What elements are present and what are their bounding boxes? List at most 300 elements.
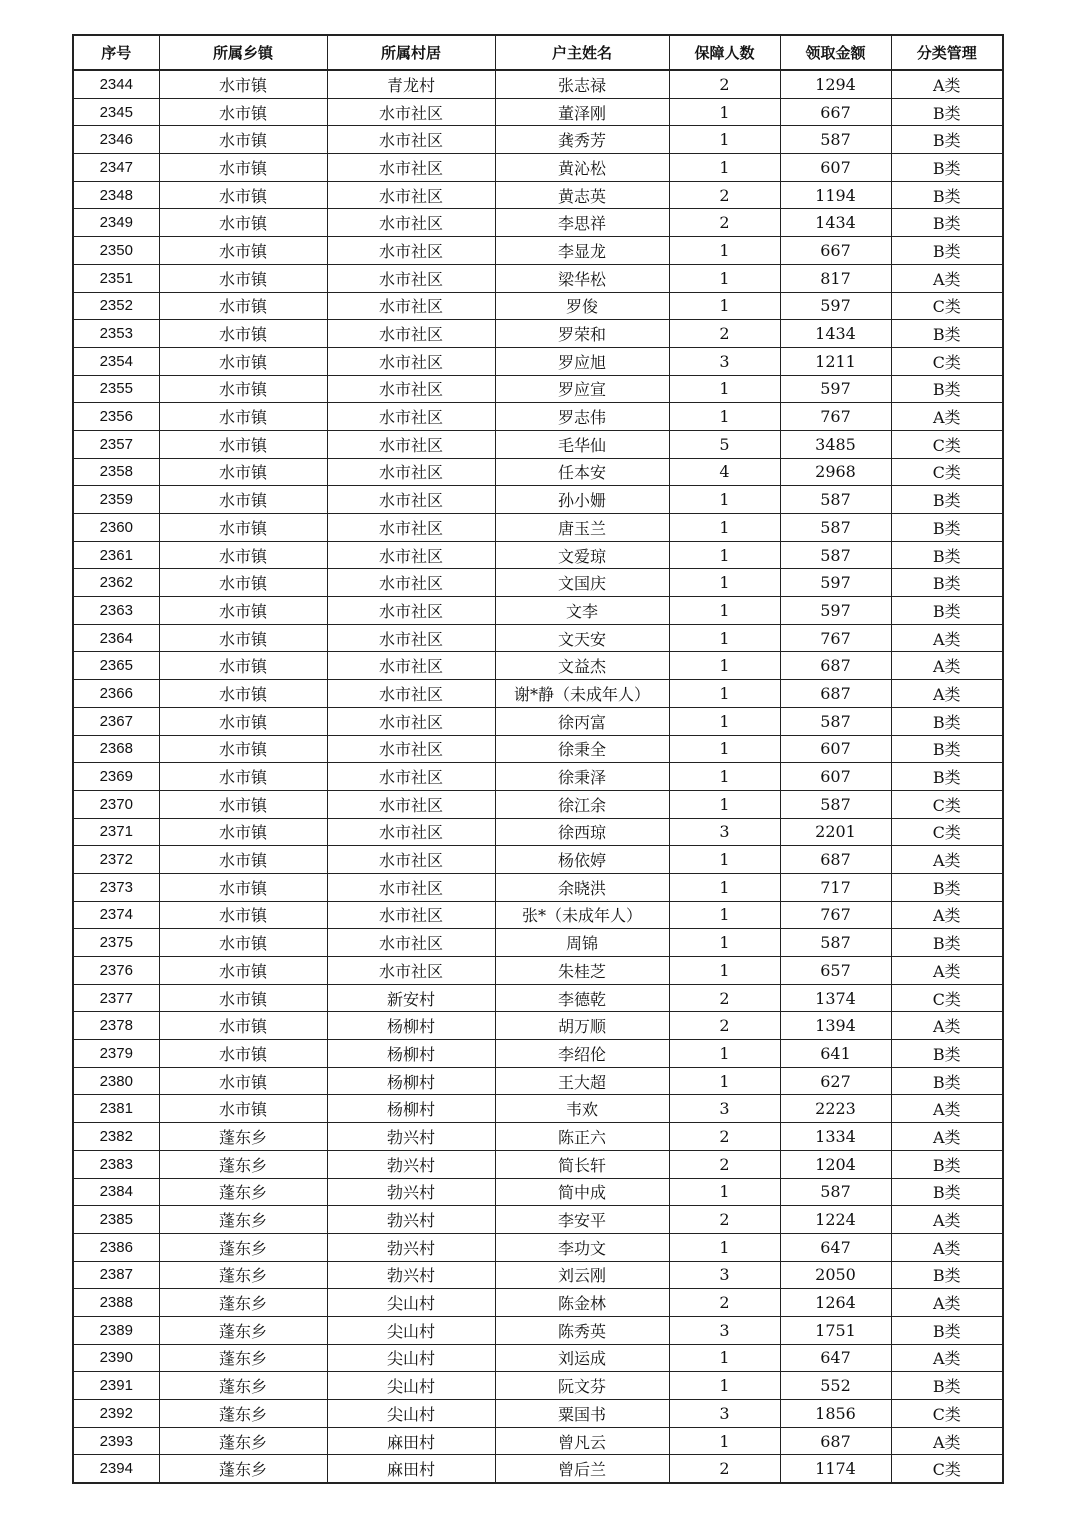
table-row [73, 1261, 1003, 1289]
cell-category: B类 [891, 237, 1003, 265]
cell-category: B类 [891, 1316, 1003, 1344]
cell-persons: 1 [669, 292, 780, 320]
cell-seq: 2387 [73, 1261, 159, 1289]
cell-category: A类 [891, 901, 1003, 929]
table-row [73, 846, 1003, 874]
table-row [73, 569, 1003, 597]
cell-category: C类 [891, 347, 1003, 375]
cell-township: 蓬东乡 [159, 1261, 327, 1289]
cell-amount: 2968 [780, 458, 891, 486]
table-row [73, 1178, 1003, 1206]
cell-seq: 2380 [73, 1067, 159, 1095]
cell-persons: 1 [669, 1372, 780, 1400]
table-row [73, 126, 1003, 154]
cell-township: 水市镇 [159, 957, 327, 985]
table-row [73, 375, 1003, 403]
table-row [73, 1012, 1003, 1040]
cell-amount: 1334 [780, 1123, 891, 1151]
cell-amount: 607 [780, 763, 891, 791]
table-row [73, 98, 1003, 126]
cell-householder: 黄志英 [495, 181, 669, 209]
cell-village: 水市社区 [327, 818, 495, 846]
cell-householder: 阮文芬 [495, 1372, 669, 1400]
cell-persons: 2 [669, 320, 780, 348]
cell-seq: 2391 [73, 1372, 159, 1400]
cell-village: 水市社区 [327, 901, 495, 929]
cell-category: A类 [891, 1344, 1003, 1372]
cell-village: 勃兴村 [327, 1261, 495, 1289]
cell-amount: 587 [780, 486, 891, 514]
cell-amount: 2201 [780, 818, 891, 846]
cell-amount: 1174 [780, 1455, 891, 1483]
cell-householder: 杨依婷 [495, 846, 669, 874]
cell-amount: 1211 [780, 347, 891, 375]
cell-amount: 767 [780, 624, 891, 652]
cell-township: 蓬东乡 [159, 1233, 327, 1261]
table-row [73, 873, 1003, 901]
cell-amount: 657 [780, 957, 891, 985]
cell-village: 水市社区 [327, 735, 495, 763]
cell-householder: 罗应宣 [495, 375, 669, 403]
cell-category: C类 [891, 818, 1003, 846]
cell-amount: 1856 [780, 1400, 891, 1428]
cell-seq: 2344 [73, 70, 159, 98]
cell-village: 青龙村 [327, 70, 495, 98]
cell-township: 蓬东乡 [159, 1455, 327, 1483]
cell-township: 水市镇 [159, 873, 327, 901]
cell-category: B类 [891, 541, 1003, 569]
cell-village: 尖山村 [327, 1289, 495, 1317]
table-row [73, 652, 1003, 680]
cell-amount: 2050 [780, 1261, 891, 1289]
cell-category: A类 [891, 957, 1003, 985]
cell-seq: 2370 [73, 790, 159, 818]
cell-seq: 2350 [73, 237, 159, 265]
table-row [73, 70, 1003, 98]
cell-householder: 张*（未成年人） [495, 901, 669, 929]
header-row [73, 35, 1003, 70]
cell-persons: 2 [669, 984, 780, 1012]
cell-category: B类 [891, 209, 1003, 237]
cell-category: B类 [891, 181, 1003, 209]
cell-householder: 徐丙富 [495, 707, 669, 735]
cell-township: 水市镇 [159, 209, 327, 237]
table-row [73, 1150, 1003, 1178]
cell-amount: 687 [780, 1427, 891, 1455]
cell-category: B类 [891, 1178, 1003, 1206]
cell-householder: 徐江余 [495, 790, 669, 818]
cell-category: B类 [891, 735, 1003, 763]
cell-township: 水市镇 [159, 1067, 327, 1095]
cell-village: 水市社区 [327, 569, 495, 597]
table-row [73, 541, 1003, 569]
cell-householder: 李安平 [495, 1206, 669, 1234]
cell-householder: 唐玉兰 [495, 514, 669, 542]
cell-category: A类 [891, 624, 1003, 652]
cell-seq: 2388 [73, 1289, 159, 1317]
cell-village: 麻田村 [327, 1455, 495, 1483]
cell-village: 杨柳村 [327, 1095, 495, 1123]
table-row [73, 1206, 1003, 1234]
cell-persons: 3 [669, 1095, 780, 1123]
cell-seq: 2373 [73, 873, 159, 901]
cell-village: 水市社区 [327, 126, 495, 154]
cell-township: 水市镇 [159, 597, 327, 625]
cell-village: 水市社区 [327, 624, 495, 652]
cell-householder: 文天安 [495, 624, 669, 652]
cell-amount: 552 [780, 1372, 891, 1400]
cell-category: B类 [891, 1040, 1003, 1068]
cell-village: 尖山村 [327, 1400, 495, 1428]
cell-category: A类 [891, 70, 1003, 98]
cell-township: 水市镇 [159, 403, 327, 431]
cell-category: B类 [891, 929, 1003, 957]
cell-amount: 641 [780, 1040, 891, 1068]
table-row [73, 1067, 1003, 1095]
cell-persons: 1 [669, 98, 780, 126]
cell-persons: 1 [669, 790, 780, 818]
cell-amount: 1294 [780, 70, 891, 98]
cell-householder: 陈金林 [495, 1289, 669, 1317]
cell-township: 蓬东乡 [159, 1316, 327, 1344]
cell-amount: 607 [780, 735, 891, 763]
cell-householder: 李功文 [495, 1233, 669, 1261]
column-header-amount: 领取金额 [780, 35, 891, 70]
cell-amount: 587 [780, 1178, 891, 1206]
cell-persons: 1 [669, 624, 780, 652]
cell-seq: 2359 [73, 486, 159, 514]
cell-persons: 2 [669, 181, 780, 209]
cell-persons: 1 [669, 264, 780, 292]
cell-village: 水市社区 [327, 347, 495, 375]
cell-householder: 任本安 [495, 458, 669, 486]
table-row [73, 1123, 1003, 1151]
cell-category: A类 [891, 403, 1003, 431]
cell-persons: 1 [669, 901, 780, 929]
cell-seq: 2369 [73, 763, 159, 791]
cell-amount: 687 [780, 680, 891, 708]
cell-householder: 文李 [495, 597, 669, 625]
cell-village: 水市社区 [327, 486, 495, 514]
cell-amount: 587 [780, 126, 891, 154]
cell-township: 水市镇 [159, 514, 327, 542]
cell-township: 水市镇 [159, 154, 327, 182]
cell-village: 勃兴村 [327, 1233, 495, 1261]
cell-township: 水市镇 [159, 375, 327, 403]
cell-seq: 2368 [73, 735, 159, 763]
cell-seq: 2385 [73, 1206, 159, 1234]
cell-persons: 1 [669, 1040, 780, 1068]
table-row [73, 597, 1003, 625]
cell-township: 水市镇 [159, 181, 327, 209]
cell-seq: 2345 [73, 98, 159, 126]
cell-seq: 2375 [73, 929, 159, 957]
cell-seq: 2389 [73, 1316, 159, 1344]
table-row [73, 181, 1003, 209]
cell-persons: 1 [669, 873, 780, 901]
cell-township: 蓬东乡 [159, 1150, 327, 1178]
cell-village: 麻田村 [327, 1427, 495, 1455]
cell-persons: 1 [669, 735, 780, 763]
cell-township: 水市镇 [159, 929, 327, 957]
cell-category: B类 [891, 154, 1003, 182]
cell-village: 勃兴村 [327, 1123, 495, 1151]
cell-seq: 2360 [73, 514, 159, 542]
cell-category: C类 [891, 430, 1003, 458]
cell-persons: 2 [669, 1289, 780, 1317]
cell-village: 杨柳村 [327, 1067, 495, 1095]
cell-amount: 627 [780, 1067, 891, 1095]
cell-seq: 2366 [73, 680, 159, 708]
cell-village: 水市社区 [327, 292, 495, 320]
cell-amount: 587 [780, 541, 891, 569]
cell-township: 水市镇 [159, 347, 327, 375]
cell-persons: 1 [669, 652, 780, 680]
cell-persons: 1 [669, 154, 780, 182]
cell-householder: 陈秀英 [495, 1316, 669, 1344]
cell-amount: 597 [780, 597, 891, 625]
cell-category: C类 [891, 292, 1003, 320]
cell-township: 水市镇 [159, 901, 327, 929]
cell-amount: 597 [780, 569, 891, 597]
cell-seq: 2378 [73, 1012, 159, 1040]
cell-persons: 1 [669, 126, 780, 154]
cell-township: 水市镇 [159, 624, 327, 652]
cell-village: 尖山村 [327, 1372, 495, 1400]
column-header-householder: 户主姓名 [495, 35, 669, 70]
table-row [73, 430, 1003, 458]
cell-amount: 717 [780, 873, 891, 901]
cell-amount: 1224 [780, 1206, 891, 1234]
cell-category: A类 [891, 680, 1003, 708]
cell-category: A类 [891, 264, 1003, 292]
cell-householder: 周锦 [495, 929, 669, 957]
cell-amount: 1204 [780, 1150, 891, 1178]
cell-householder: 孙小姗 [495, 486, 669, 514]
cell-persons: 3 [669, 347, 780, 375]
cell-township: 水市镇 [159, 1040, 327, 1068]
cell-village: 水市社区 [327, 929, 495, 957]
cell-category: C类 [891, 458, 1003, 486]
cell-amount: 1751 [780, 1316, 891, 1344]
cell-category: B类 [891, 514, 1003, 542]
cell-householder: 徐秉泽 [495, 763, 669, 791]
cell-amount: 2223 [780, 1095, 891, 1123]
cell-amount: 597 [780, 375, 891, 403]
cell-category: A类 [891, 1095, 1003, 1123]
cell-township: 蓬东乡 [159, 1400, 327, 1428]
cell-amount: 607 [780, 154, 891, 182]
cell-persons: 1 [669, 569, 780, 597]
cell-persons: 1 [669, 514, 780, 542]
cell-village: 水市社区 [327, 98, 495, 126]
cell-amount: 3485 [780, 430, 891, 458]
cell-persons: 1 [669, 597, 780, 625]
cell-householder: 罗应旭 [495, 347, 669, 375]
cell-village: 水市社区 [327, 264, 495, 292]
cell-township: 水市镇 [159, 680, 327, 708]
cell-householder: 李显龙 [495, 237, 669, 265]
cell-householder: 李绍伦 [495, 1040, 669, 1068]
cell-seq: 2346 [73, 126, 159, 154]
cell-category: B类 [891, 375, 1003, 403]
cell-seq: 2393 [73, 1427, 159, 1455]
cell-village: 水市社区 [327, 790, 495, 818]
cell-persons: 1 [669, 929, 780, 957]
cell-village: 尖山村 [327, 1316, 495, 1344]
table-body [73, 70, 1003, 1483]
cell-amount: 687 [780, 652, 891, 680]
table-row [73, 1427, 1003, 1455]
table-row [73, 984, 1003, 1012]
cell-township: 水市镇 [159, 292, 327, 320]
cell-householder: 罗志伟 [495, 403, 669, 431]
table-row [73, 1233, 1003, 1261]
column-header-village: 所属村居 [327, 35, 495, 70]
table-row [73, 292, 1003, 320]
cell-seq: 2367 [73, 707, 159, 735]
table-header [73, 35, 1003, 70]
cell-township: 水市镇 [159, 652, 327, 680]
cell-township: 水市镇 [159, 1012, 327, 1040]
cell-householder: 刘云刚 [495, 1261, 669, 1289]
table-row [73, 1095, 1003, 1123]
cell-village: 勃兴村 [327, 1178, 495, 1206]
cell-village: 水市社区 [327, 707, 495, 735]
cell-village: 水市社区 [327, 430, 495, 458]
cell-persons: 2 [669, 1012, 780, 1040]
cell-persons: 1 [669, 486, 780, 514]
cell-householder: 粟国书 [495, 1400, 669, 1428]
assistance-roster-table [72, 34, 1004, 1484]
cell-householder: 陈正六 [495, 1123, 669, 1151]
cell-category: B类 [891, 1372, 1003, 1400]
cell-seq: 2348 [73, 181, 159, 209]
cell-seq: 2379 [73, 1040, 159, 1068]
cell-township: 蓬东乡 [159, 1344, 327, 1372]
cell-category: C类 [891, 790, 1003, 818]
cell-category: B类 [891, 320, 1003, 348]
cell-township: 水市镇 [159, 846, 327, 874]
cell-township: 蓬东乡 [159, 1178, 327, 1206]
cell-persons: 3 [669, 818, 780, 846]
cell-village: 杨柳村 [327, 1012, 495, 1040]
cell-category: A类 [891, 1289, 1003, 1317]
table-row [73, 680, 1003, 708]
cell-persons: 2 [669, 1123, 780, 1151]
cell-township: 水市镇 [159, 320, 327, 348]
table-row [73, 264, 1003, 292]
cell-seq: 2352 [73, 292, 159, 320]
cell-householder: 曾凡云 [495, 1427, 669, 1455]
cell-village: 水市社区 [327, 873, 495, 901]
cell-township: 蓬东乡 [159, 1289, 327, 1317]
cell-persons: 4 [669, 458, 780, 486]
cell-householder: 罗荣和 [495, 320, 669, 348]
cell-persons: 1 [669, 1067, 780, 1095]
cell-persons: 2 [669, 209, 780, 237]
cell-seq: 2356 [73, 403, 159, 431]
cell-township: 水市镇 [159, 70, 327, 98]
cell-householder: 徐西琼 [495, 818, 669, 846]
cell-seq: 2386 [73, 1233, 159, 1261]
cell-village: 水市社区 [327, 680, 495, 708]
cell-seq: 2362 [73, 569, 159, 597]
cell-township: 水市镇 [159, 735, 327, 763]
cell-village: 勃兴村 [327, 1150, 495, 1178]
cell-village: 水市社区 [327, 181, 495, 209]
table-row [73, 1400, 1003, 1428]
cell-persons: 1 [669, 1233, 780, 1261]
cell-township: 水市镇 [159, 264, 327, 292]
cell-village: 杨柳村 [327, 1040, 495, 1068]
cell-village: 勃兴村 [327, 1206, 495, 1234]
cell-category: A类 [891, 1233, 1003, 1261]
table-row [73, 1040, 1003, 1068]
cell-amount: 667 [780, 98, 891, 126]
cell-householder: 韦欢 [495, 1095, 669, 1123]
cell-village: 水市社区 [327, 514, 495, 542]
cell-persons: 1 [669, 1344, 780, 1372]
cell-amount: 1394 [780, 1012, 891, 1040]
cell-persons: 5 [669, 430, 780, 458]
table-row [73, 403, 1003, 431]
cell-village: 水市社区 [327, 763, 495, 791]
cell-seq: 2394 [73, 1455, 159, 1483]
cell-seq: 2349 [73, 209, 159, 237]
cell-amount: 1434 [780, 209, 891, 237]
cell-amount: 587 [780, 514, 891, 542]
cell-village: 水市社区 [327, 597, 495, 625]
cell-category: C类 [891, 1455, 1003, 1483]
cell-persons: 1 [669, 707, 780, 735]
cell-seq: 2351 [73, 264, 159, 292]
cell-township: 蓬东乡 [159, 1427, 327, 1455]
cell-amount: 767 [780, 901, 891, 929]
cell-seq: 2382 [73, 1123, 159, 1151]
cell-amount: 587 [780, 707, 891, 735]
cell-amount: 587 [780, 790, 891, 818]
cell-category: B类 [891, 763, 1003, 791]
cell-seq: 2392 [73, 1400, 159, 1428]
cell-township: 水市镇 [159, 237, 327, 265]
cell-amount: 647 [780, 1233, 891, 1261]
cell-seq: 2377 [73, 984, 159, 1012]
cell-persons: 2 [669, 1455, 780, 1483]
cell-persons: 1 [669, 403, 780, 431]
cell-category: B类 [891, 569, 1003, 597]
cell-category: A类 [891, 652, 1003, 680]
table-row [73, 320, 1003, 348]
cell-householder: 黄沁松 [495, 154, 669, 182]
cell-seq: 2355 [73, 375, 159, 403]
cell-seq: 2347 [73, 154, 159, 182]
cell-householder: 张志禄 [495, 70, 669, 98]
table-row [73, 735, 1003, 763]
table-row [73, 1316, 1003, 1344]
cell-persons: 1 [669, 1178, 780, 1206]
table-row [73, 1289, 1003, 1317]
cell-seq: 2353 [73, 320, 159, 348]
table-row [73, 1455, 1003, 1483]
cell-village: 水市社区 [327, 541, 495, 569]
cell-village: 水市社区 [327, 957, 495, 985]
cell-householder: 文国庆 [495, 569, 669, 597]
cell-village: 水市社区 [327, 652, 495, 680]
column-header-seq: 序号 [73, 35, 159, 70]
cell-householder: 余晓洪 [495, 873, 669, 901]
cell-seq: 2361 [73, 541, 159, 569]
